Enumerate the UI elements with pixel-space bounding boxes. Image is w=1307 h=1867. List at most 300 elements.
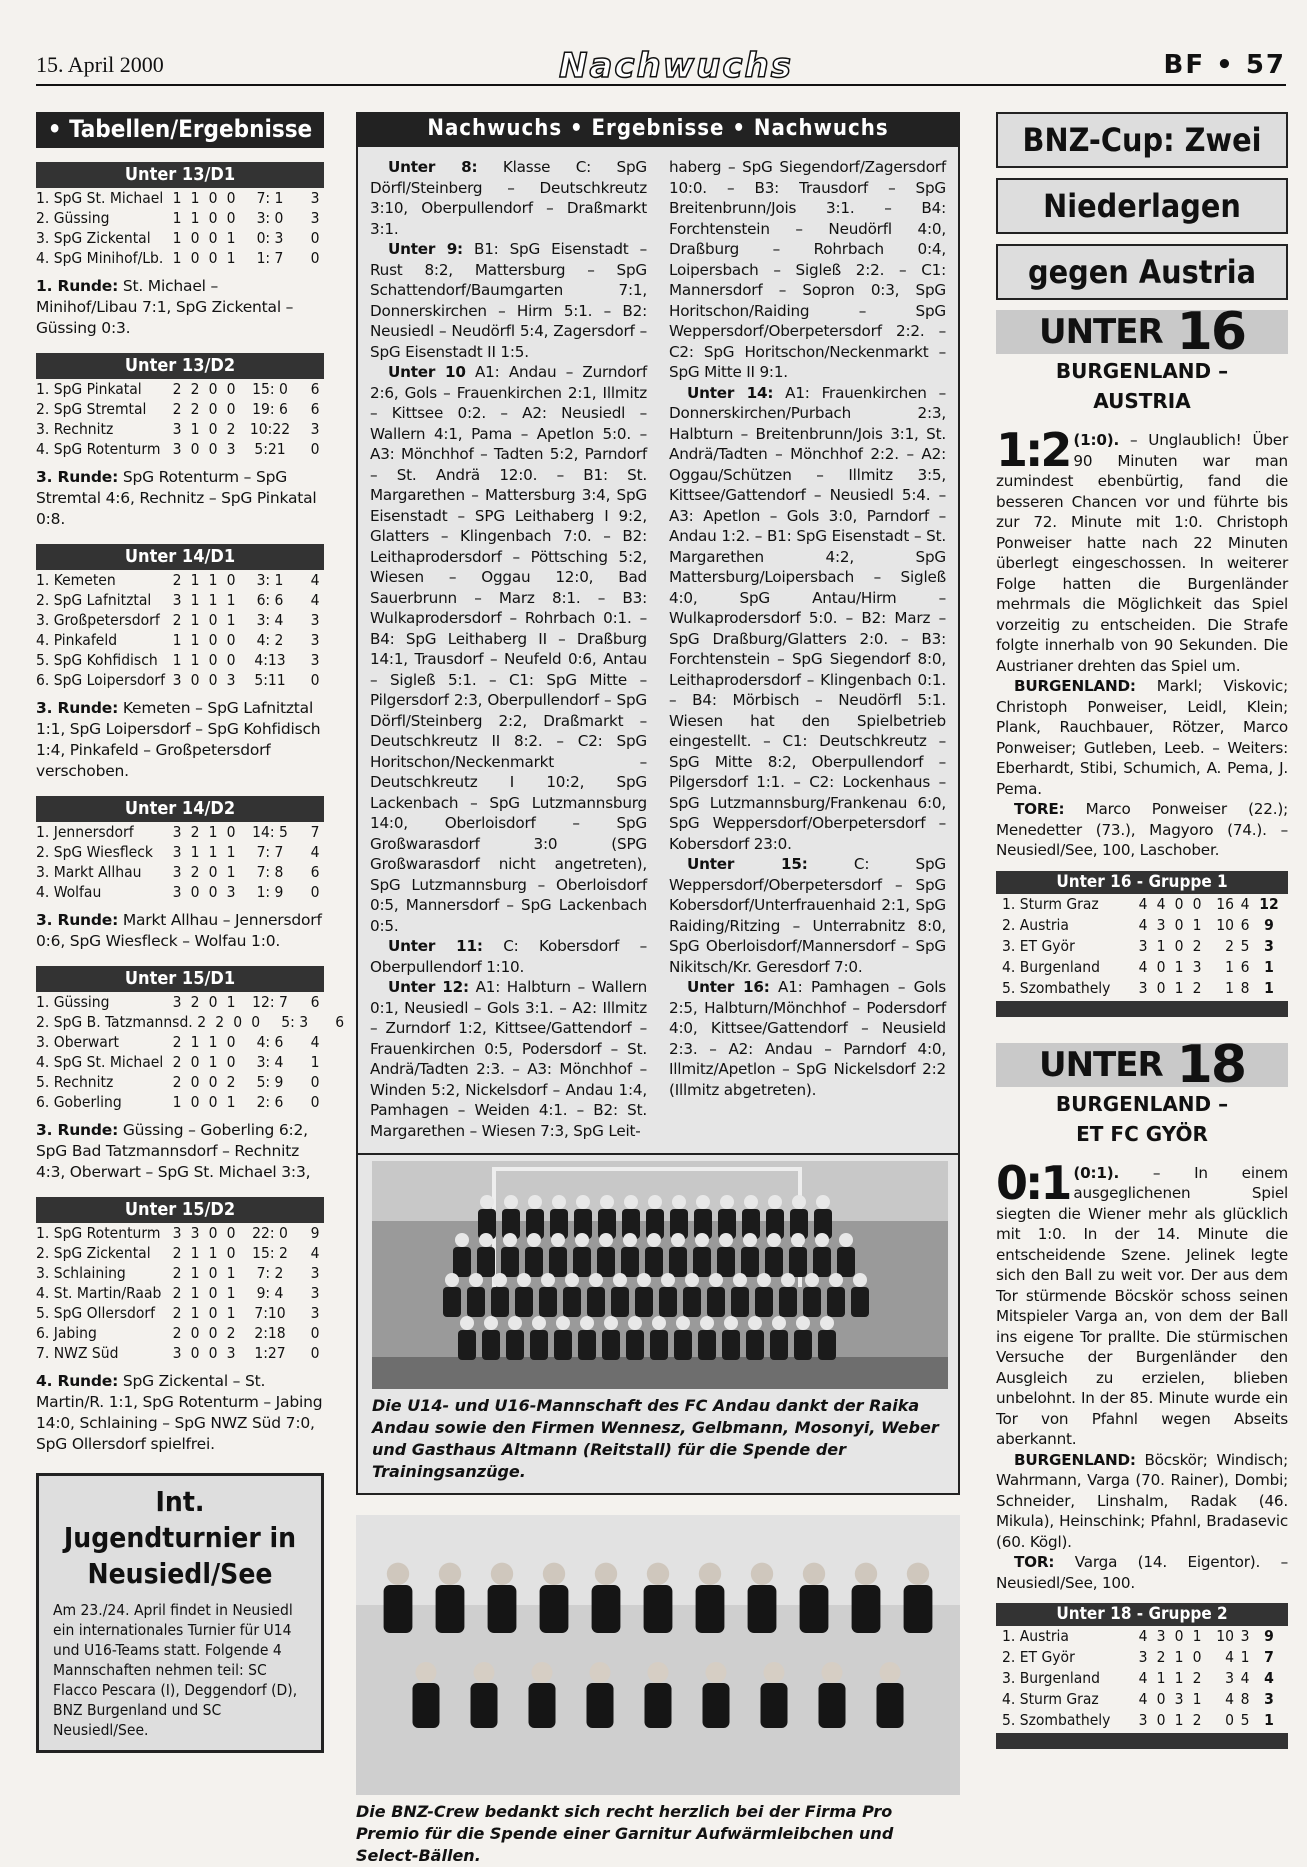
goals-for: 1: [1225, 957, 1234, 976]
draws: 1: [208, 823, 218, 841]
tables-heading: • Tabellen/Ergebnisse: [36, 112, 324, 148]
table-row: [36, 610, 324, 630]
goals-against: 1: [1240, 1648, 1250, 1666]
goals: 10:22: [249, 420, 291, 438]
team-name: 4. SpG St. Michael: [36, 1053, 164, 1071]
losses: 2: [1192, 1711, 1202, 1729]
losses: 0: [226, 1224, 236, 1242]
result-paragraph: [669, 157, 946, 383]
photo1-caption: Die U14- und U16-Mannschaft des FC Andau dankt der Raika Andau sowie den Firmen Wennesz, Gelbmann, Mosonyi, Weber und Gasthaus Altmann (Reitstall) für die Spende der Trainingsanzüge.: [372, 1396, 939, 1481]
age-group-label: Unter 8:: [388, 158, 478, 176]
games: 3: [172, 671, 182, 689]
team-name: 4. Sturm Graz: [1002, 1690, 1099, 1708]
losses: 1: [226, 249, 236, 267]
u18-match-line-1: BURGENLAND –: [1055, 1091, 1229, 1116]
losses: 1: [226, 1284, 236, 1302]
games: 2: [172, 1053, 182, 1071]
goals: 7: 8: [256, 863, 284, 881]
games: 3: [1138, 936, 1148, 955]
games: 3: [172, 1344, 182, 1362]
wins: 1: [190, 651, 200, 669]
points: 6: [310, 380, 320, 398]
wins: 2: [190, 400, 200, 418]
team-name: 3. SpG Zickental: [36, 229, 151, 247]
losses: 1: [226, 611, 236, 629]
points: 1: [1264, 978, 1274, 997]
team-name: 1. SpG Pinkatal: [36, 380, 142, 398]
photo1-box: [356, 1155, 960, 1495]
u18-lineup: Böcskör; Windisch; Wahrmann, Varga (70. Rainer), Dombi; Schneider, Linshalm, Radak (46. Mikula), Heinschink; Pfahnl, Bradasevic (60. Kögl).: [996, 1450, 1288, 1551]
losses: 2: [1192, 936, 1202, 955]
team-name: 7. NWZ Süd: [36, 1344, 119, 1362]
points: 3: [310, 611, 320, 629]
goals: 5: 9: [256, 1073, 284, 1091]
u18-tore: Varga (14. Eigentor). – Neusiedl/See, 100.: [996, 1553, 1288, 1592]
round-label: 3. Runde:: [36, 1121, 119, 1139]
wins: 0: [190, 249, 200, 267]
team-photo-bnz: [356, 1515, 960, 1795]
goals-against: 4: [1240, 1669, 1250, 1687]
wins: 1: [190, 591, 200, 609]
round-label: 3. Runde:: [36, 699, 119, 717]
table-row: [996, 936, 1288, 957]
wins: 0: [1156, 1690, 1166, 1708]
games: 1: [172, 1093, 182, 1111]
league-table: [36, 1197, 324, 1455]
table-row: [36, 1032, 324, 1052]
games: 3: [172, 440, 182, 458]
draws: 0: [208, 420, 218, 438]
wins: 1: [190, 1244, 200, 1262]
games: 3: [172, 823, 182, 841]
goals-against: 5: [1240, 936, 1250, 955]
wins: 1: [190, 420, 200, 438]
draws: 1: [1174, 957, 1184, 976]
goals: 15: 2: [252, 1244, 288, 1262]
wins: 0: [190, 1093, 200, 1111]
results-body: [356, 147, 960, 1155]
points: 4: [310, 571, 320, 589]
u18-heading: [996, 1034, 1288, 1095]
draws: 1: [208, 843, 218, 861]
wins: 1: [190, 1304, 200, 1322]
u16-group-table: [996, 871, 1288, 1017]
age-group-label: Unter 16:: [687, 978, 770, 996]
team-name: 6. Jabing: [36, 1324, 97, 1342]
draws: 0: [208, 1073, 218, 1091]
draws: 0: [208, 209, 218, 227]
losses: 1: [226, 591, 236, 609]
goals-against: 6: [1240, 915, 1250, 934]
table-row: [36, 399, 324, 419]
results-text-right: [669, 157, 946, 1141]
points: 3: [1264, 1690, 1274, 1708]
goals: 5: 3: [281, 1013, 309, 1031]
games: 3: [172, 993, 182, 1011]
points: 3: [310, 420, 320, 438]
losses: 1: [226, 1093, 236, 1111]
u16-table-footer: [996, 1001, 1288, 1017]
round-label: 1. Runde:: [36, 277, 119, 295]
team-name: 4. Pinkafeld: [36, 631, 118, 649]
losses: 3: [1192, 957, 1202, 976]
u16-table-title: Unter 16 - Gruppe 1: [996, 871, 1288, 894]
draws: 0: [1174, 915, 1184, 934]
u18-match-title: [996, 1089, 1288, 1149]
draws: 1: [208, 591, 218, 609]
draws: 0: [208, 1284, 218, 1302]
losses: 2: [226, 1073, 236, 1091]
u18-group-table: [996, 1603, 1288, 1749]
points: 6: [310, 993, 320, 1011]
games: 2: [172, 1304, 182, 1322]
u18-score: 0:1: [996, 1155, 1070, 1210]
table-row: [36, 1283, 324, 1303]
games: 2: [172, 380, 182, 398]
losses: 1: [226, 863, 236, 881]
points: 1: [1264, 957, 1274, 976]
losses: 2: [226, 1324, 236, 1342]
games: 2: [172, 1264, 182, 1282]
team-name: 4. Wolfau: [36, 883, 102, 901]
games: 4: [1138, 957, 1148, 976]
draws: 0: [1174, 936, 1184, 955]
result-paragraph: [370, 362, 647, 936]
team-name: 4. SpG Minihof/Lb.: [36, 249, 164, 267]
draws: 0: [208, 631, 218, 649]
team-name: 1. Sturm Graz: [1002, 894, 1099, 913]
losses: 0: [226, 400, 236, 418]
wins: 1: [1156, 936, 1166, 955]
draws: 1: [208, 1033, 218, 1051]
wins: 1: [190, 1284, 200, 1302]
table-row: [36, 1072, 324, 1092]
team-name: 3. Burgenland: [1002, 1669, 1100, 1687]
team-name: 2. SpG B. Tatzmannsd.: [36, 1013, 193, 1031]
points: 0: [310, 440, 320, 458]
team-name: 3. Schlaining: [36, 1264, 126, 1282]
table-row: [36, 1323, 324, 1343]
points: 0: [310, 1093, 320, 1111]
table-row: [36, 1012, 345, 1032]
team-name: 4. Burgenland: [1002, 957, 1100, 976]
games: 4: [1138, 1690, 1148, 1708]
u16-match-line-2: AUSTRIA: [1093, 389, 1191, 413]
team-name: 1. Austria: [1002, 1627, 1069, 1645]
goals-for: 4: [1225, 1648, 1234, 1666]
table-row: [36, 630, 324, 650]
wins: 1: [190, 1264, 200, 1282]
table-row: [996, 894, 1288, 915]
goals: 7: 7: [256, 843, 284, 861]
points: 0: [310, 1344, 320, 1362]
round-text: Kemeten – SpG Lafnitztal 1:1, SpG Loipersdorf – SpG Kohfidisch 1:4, Pinkafeld – Großpetersdorf verschoben.: [36, 699, 321, 780]
league-table-title: Unter 14/D1: [36, 544, 324, 570]
losses: 0: [1192, 1648, 1202, 1666]
games: 4: [1138, 915, 1148, 934]
goals: 3: 1: [256, 571, 284, 589]
goals: 22: 0: [252, 1224, 288, 1242]
draws: 0: [208, 189, 218, 207]
photo2-caption: Die BNZ-Crew bedankt sich recht herzlich bei der Firma Pro Premio für die Spende einer Garnitur Aufwärmleibchen und Select-Bällen.: [356, 1802, 894, 1865]
goals: 7: 2: [256, 1264, 284, 1282]
u16-match-line-1: BURGENLAND –: [1055, 359, 1229, 383]
wins: 0: [190, 440, 200, 458]
goals-for: 3: [1225, 1669, 1234, 1687]
team-name: 2. SpG Stremtal: [36, 400, 147, 418]
losses: 0: [226, 823, 236, 841]
draws: 0: [208, 380, 218, 398]
result-text: A1: Frauenkirchen – Donnerskirchen/Purbach 2:3, Halbturn – Breitenbrunn/Jois 3:1, St. Andrä/Tadten – Mönchhof 2:2. – A2: Oggau/Schützen – Illmitz 3:5, Kittsee/Gattendorf – Neusiedl 5:4. – A3: Apetlon – Gols 3:0, Parndorf – Andau 1:2. – B1: SpG Eisenstadt – St. Margarethen 4:2, SpG Mattersburg/Loipersbach – Sigleß 4:0, SpG Antau/Hirm – Wulkaprodersdorf 5:0. – B2: Marz – SpG Draßburg/Glatters 2:0. – B3: Forchtenstein – SpG Siegendorf 8:0, Leithaprodersdorf – Klingenbach 0:1. – B4: Mörbisch – Neudörfl 5:1. Wiesen hat den Spielbetrieb eingestellt. – C1: Deutschkreutz – SpG Mitte 8:2, Oberpullendorf – Pilgersdorf 1:1. – C2: Lockenhaus – SpG Lutzmannsburg/Frankenau 6:0, SpG Weppersdorf/Oberpetersdorf – Kobersdorf 23:0.: [669, 383, 946, 853]
u16-table-rows: [996, 894, 1288, 999]
losses: 1: [1192, 915, 1202, 934]
wins: 0: [190, 1053, 200, 1071]
u18-report: [996, 1155, 1288, 1594]
team-photo-fc-andau-image: [372, 1161, 948, 1389]
goals-for: 10: [1216, 915, 1234, 934]
wins: 3: [1156, 1627, 1166, 1645]
u18-tore-label: TOR:: [1014, 1553, 1055, 1571]
team-name: 1. SpG St. Michael: [36, 189, 164, 207]
wins: 3: [1156, 915, 1166, 934]
goals: 19: 6: [252, 400, 288, 418]
section-title: Nachwuchs: [559, 46, 793, 86]
points: 3: [1264, 936, 1274, 955]
u18-table-footer: [996, 1733, 1288, 1749]
table-row: [36, 882, 324, 902]
losses: 2: [226, 420, 236, 438]
wins: 0: [1156, 978, 1166, 997]
games: 1: [172, 631, 182, 649]
games: 3: [172, 863, 182, 881]
round-results: [36, 1120, 324, 1183]
games: 1: [172, 249, 182, 267]
games: 4: [1138, 1669, 1148, 1687]
losses: 0: [226, 380, 236, 398]
table-row: [996, 1710, 1288, 1731]
team-name: 3. Rechnitz: [36, 420, 114, 438]
round-results: [36, 910, 324, 952]
league-table-title: Unter 13/D2: [36, 353, 324, 379]
age-group-label: Unter 11:: [388, 937, 483, 955]
goals-against: 3: [1240, 1627, 1250, 1645]
result-text: B1: SpG Eisenstadt – Rust 8:2, Mattersburg – SpG Schattendorf/Baumgarten 7:1, Donnerskirchen – Hirm 5:1. – B2: Neusiedl – Neudörfl 5:4, Zagersdorf – SpG Eisenstadt II 1:5.: [370, 240, 647, 361]
losses: 0: [226, 209, 236, 227]
table-row: [36, 228, 324, 248]
round-results: [36, 276, 324, 339]
points: 4: [310, 843, 320, 861]
team-name: 1. Jennersdorf: [36, 823, 134, 841]
losses: 2: [1192, 978, 1202, 997]
team-name: 6. Goberling: [36, 1093, 122, 1111]
games: 2: [172, 400, 182, 418]
goals: 2:18: [254, 1324, 286, 1342]
team-name: 5. Szombathely: [1002, 978, 1111, 997]
league-tables: [36, 162, 345, 1455]
team-name: 1. Kemeten: [36, 571, 116, 589]
points: 0: [310, 1324, 320, 1342]
wins: 0: [1156, 1711, 1166, 1729]
goals-against: 4: [1240, 894, 1250, 913]
u16-report: [996, 423, 1288, 861]
points: 6: [310, 400, 320, 418]
table-row: [36, 1052, 324, 1072]
team-name: 4. SpG Rotenturm: [36, 440, 161, 458]
u16-lineup-label: BURGENLAND:: [1014, 677, 1136, 695]
table-row: [36, 439, 324, 459]
wins: 0: [1156, 957, 1166, 976]
table-row: [36, 862, 324, 882]
games: 4: [1138, 1627, 1148, 1645]
goals: 1: 7: [256, 249, 284, 267]
draws: 0: [208, 863, 218, 881]
team-name: 1. SpG Rotenturm: [36, 1224, 161, 1242]
headline-line-1: BNZ-Cup: Zwei: [996, 112, 1288, 168]
wins: 2: [190, 863, 200, 881]
draws: 0: [208, 400, 218, 418]
result-paragraph: [370, 239, 647, 362]
tournament-text: Am 23./24. April findet in Neusiedl ein internationales Turnier für U14 und U16-Teams statt. Folgende 4 Mannschaften nehmen teil: SC Flacco Pescara (I), Deggendorf (D), BNZ Burgenland und SC Neusiedl/See.: [53, 1601, 298, 1739]
games: 3: [172, 883, 182, 901]
league-table: [36, 966, 345, 1183]
wins: 3: [190, 1224, 200, 1242]
games: 2: [172, 1073, 182, 1091]
result-text: haberg – SpG Siegendorf/Zagersdorf 10:0. – B3: Trausdorf – SpG Breitenbrunn/Jois 3:1. – B4: Forchtenstein – Neudörfl 4:0, Draßburg – Rohrbach 0:4, Loipersbach – Sigleß 2:2. – C1: Mannersdorf – Sopron 0:3, SpG Horitschon/Raiding – SpG Weppersdorf/Oberpetersdorf 2:2. – C2: SpG Horitschon/Neckenmarkt – SpG Mitte II 9:1.: [669, 158, 946, 381]
points: 0: [310, 229, 320, 247]
wins: 2: [190, 380, 200, 398]
goals-against: 8: [1240, 1690, 1250, 1708]
wins: 0: [190, 1073, 200, 1091]
wins: 4: [1156, 894, 1166, 913]
games: 3: [172, 420, 182, 438]
draws: 0: [208, 229, 218, 247]
u18-halftime: (0:1).: [1073, 1163, 1120, 1182]
age-group-label: Unter 12:: [388, 978, 469, 996]
table-row: [36, 379, 324, 399]
result-paragraph: [370, 157, 647, 239]
u18-table-title: Unter 18 - Gruppe 2: [996, 1603, 1288, 1626]
draws: 0: [208, 883, 218, 901]
wins: 0: [190, 671, 200, 689]
goals: 1:27: [254, 1344, 286, 1362]
points: 3: [310, 189, 320, 207]
goals-for: 4: [1225, 1690, 1234, 1708]
draws: 0: [208, 611, 218, 629]
team-name: 3. ET Györ: [1002, 936, 1075, 955]
games: 3: [1138, 1711, 1148, 1729]
team-name: 1. Güssing: [36, 993, 110, 1011]
goals: 2: 6: [256, 1093, 284, 1111]
points: 4: [310, 1244, 320, 1262]
league-table: [36, 544, 324, 782]
points: 4: [1264, 1669, 1274, 1687]
draws: 0: [208, 651, 218, 669]
tournament-box: [36, 1473, 324, 1753]
points: 0: [310, 249, 320, 267]
losses: 0: [226, 1033, 236, 1051]
u18-number: 18: [1176, 1034, 1246, 1095]
result-paragraph: [669, 977, 946, 1100]
goals-against: 8: [1240, 978, 1250, 997]
u16-halftime: (1:0).: [1073, 431, 1120, 449]
goals-against: 5: [1240, 1711, 1250, 1729]
table-row: [36, 570, 324, 590]
wins: 2: [1156, 1648, 1166, 1666]
losses: 0: [251, 1013, 261, 1031]
points: 1: [310, 1053, 320, 1071]
round-label: 4. Runde:: [36, 1372, 119, 1390]
goals: 14: 5: [252, 823, 288, 841]
goals: 5:11: [254, 671, 286, 689]
results-text-left: [370, 157, 647, 1141]
u16-number: 16: [1176, 302, 1246, 362]
points: 0: [310, 671, 320, 689]
u16-report-text: – Unglaublich! Über 90 Minuten war man zumindest ebenbürtig, fand die besseren Chancen vor und führte bis zur 72. Minute mit 1:0. Christoph Ponweiser hatte nach 22 Minuten überlegt eingeschossen. In weiterer Folge hatten die Burgenländer mehrmals die Möglichkeit das Spiel vorzeitig zu entscheiden. Die Strafe folgte innerhalb von 90 Sekunden. Die Austrianer drehten das Spiel um.: [996, 431, 1288, 675]
age-group-label: Unter 10: [388, 363, 466, 381]
wins: 0: [190, 1324, 200, 1342]
table-row: [36, 590, 324, 610]
round-text: St. Michael – Minihof/Libau 7:1, SpG Zickental – Güssing 0:3.: [36, 277, 294, 337]
losses: 0: [226, 189, 236, 207]
games: 3: [1138, 1648, 1148, 1666]
goals: 0: 3: [256, 229, 284, 247]
league-table: [36, 353, 324, 530]
team-name: 2. SpG Lafnitztal: [36, 591, 152, 609]
table-row: [996, 1668, 1288, 1689]
draws: 0: [208, 671, 218, 689]
draws: 1: [208, 1244, 218, 1262]
games: 3: [1138, 978, 1148, 997]
round-text: SpG Rotenturm – SpG Stremtal 4:6, Rechnitz – SpG Pinkatal 0:8.: [36, 468, 317, 528]
losses: 1: [226, 843, 236, 861]
result-text: C: Kobersdorf – Oberpullendorf 1:10.: [370, 937, 647, 976]
draws: 0: [208, 1344, 218, 1362]
games: 2: [172, 1324, 182, 1342]
team-name: 2. SpG Zickental: [36, 1244, 151, 1262]
result-paragraph: [669, 383, 946, 855]
u16-heading: [996, 302, 1288, 362]
points: 6: [335, 1013, 345, 1031]
points: 3: [310, 1304, 320, 1322]
u18-lineup-label: BURGENLAND:: [1014, 1450, 1136, 1469]
round-results: [36, 698, 324, 782]
games: 1: [172, 189, 182, 207]
goals-for: 0: [1225, 1711, 1234, 1729]
round-results: [36, 467, 324, 530]
wins: 0: [190, 229, 200, 247]
wins: 1: [190, 611, 200, 629]
table-row: [36, 842, 324, 862]
result-paragraph: [370, 977, 647, 1141]
games: 3: [172, 1224, 182, 1242]
goals-for: 10: [1216, 1627, 1234, 1645]
league-table: [36, 162, 324, 339]
table-row: [996, 978, 1288, 999]
losses: 3: [226, 1344, 236, 1362]
points: 3: [310, 631, 320, 649]
points: 3: [310, 1264, 320, 1282]
wins: 2: [190, 993, 200, 1011]
team-name: 5. SpG Ollersdorf: [36, 1304, 155, 1322]
result-text: A1: Andau – Zurndorf 2:6, Gols – Frauenkirchen 2:1, Illmitz – Kittsee 0:2. – A2: Neusiedl – Wallern 4:1, Pama – Apetlon 5:0. – A3: Mönchhof – Tadten 5:2, Parndorf – St. Andrä 12:0. – B1: St. Margarethen – Mattersburg 3:4, SpG Eisenstadt – SPG Leithaberg I 9:2, Glatters – Klingenbach 7:0. – B2: Leithaprodersdorf – Pöttsching 5:2, Wiesen – Oggau 12:0, Bad Sauerbrunn – Marz 8:1. – B3: Wulkaprodersdorf – Rohrbach 0:1. – B4: SpG Leithaberg II – Draßburg 14:1, Trausdorf – Neufeld 0:6, Antau – Sigleß 5:1. – C1: SpG Mitte – Pilgersdorf 2:3, Oberpullendorf – SpG Dörfl/Steinberg 2:2, Draßmarkt – Deutschkreutz II 8:2. – C2: SpG Horitschon/Neckenmarkt – Deutschkreutz I 10:2, SpG Lackenbach – SpG Lutzmannsburg 14:0, Oberloisdorf – SpG Großwarasdorf 3:0 (SPG Großwarasdorf nicht angetreten), SpG Lutzmannsburg – Oberloisdorf 0:5, Mannersdorf – SpG Lackenbach 0:5.: [370, 363, 647, 935]
losses: 0: [226, 651, 236, 669]
u18-match-line-2: ET FC GYÖR: [1076, 1121, 1208, 1146]
points: 3: [310, 1284, 320, 1302]
age-group-label: Unter 15:: [687, 855, 808, 873]
table-row: [36, 1092, 324, 1112]
games: 1: [172, 209, 182, 227]
points: 4: [310, 1033, 320, 1051]
